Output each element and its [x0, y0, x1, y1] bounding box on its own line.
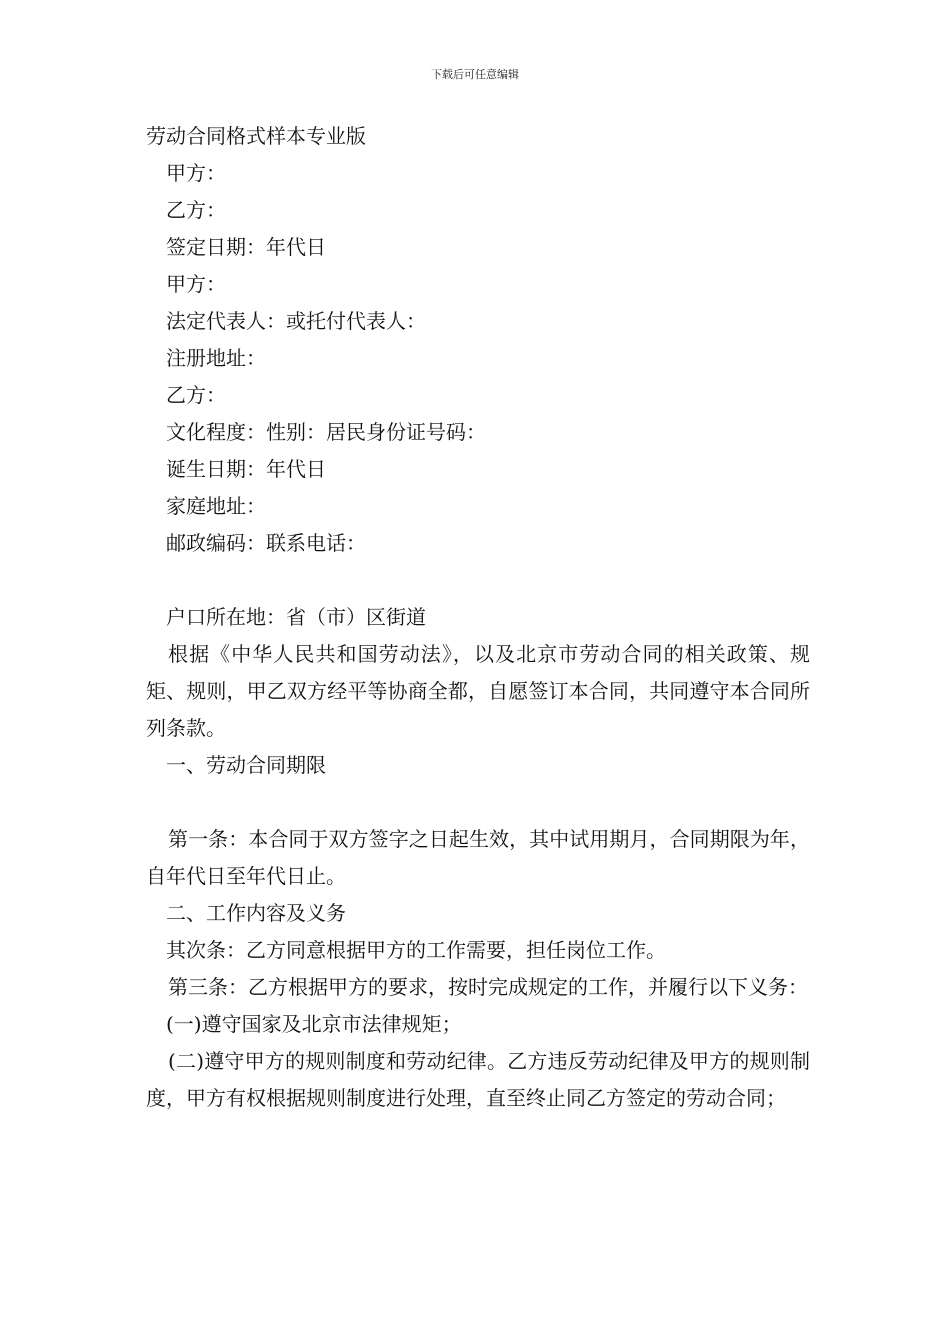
- party-b-label: 乙方：: [166, 383, 226, 407]
- cover-party-a: 甲方：: [166, 161, 226, 185]
- cover-party-b: 乙方：: [166, 198, 226, 222]
- document-title: 劳动合同格式样本专业版: [146, 124, 366, 148]
- education-gender-id: 文化程度：性别：居民身份证号码：: [166, 420, 486, 444]
- birth-date: 诞生日期：年代日: [166, 457, 326, 481]
- spacer: [146, 784, 810, 821]
- spacer: [146, 562, 810, 599]
- obligation-item-2: (二)遵守甲方的规则制度和劳动纪律。乙方违反劳动纪律及甲方的规则制度，甲方有权根据规则制度进行处理，直至终止同乙方签定的劳动合同；: [146, 1049, 810, 1110]
- registered-address: 注册地址：: [166, 346, 266, 370]
- section-1-heading: 一、劳动合同期限: [166, 753, 326, 777]
- article-3: 第三条：乙方根据甲方的要求，按时完成规定的工作，并履行以下义务：: [168, 975, 808, 999]
- legal-representative: 法定代表人：或托付代表人：: [166, 309, 426, 333]
- postal-code-phone: 邮政编码：联系电话：: [166, 531, 366, 555]
- page-header-note: 下载后可任意编辑: [431, 68, 519, 81]
- section-2-heading: 二、工作内容及义务: [166, 901, 346, 925]
- sign-date: 签定日期：年代日: [166, 235, 326, 259]
- article-1: 第一条：本合同于双方签字之日起生效，其中试用期月，合同期限为年，自年代日至年代日止。: [146, 827, 810, 888]
- obligation-item-1: (一)遵守国家及北京市法律规矩；: [166, 1012, 462, 1036]
- article-2: 其次条：乙方同意根据甲方的工作需要，担任岗位工作。: [166, 938, 666, 962]
- contract-body: [146, 118, 810, 1117]
- home-address: 家庭地址：: [166, 494, 266, 518]
- party-a-label: 甲方：: [166, 272, 226, 296]
- preamble-paragraph: 根据《中华人民共和国劳动法》，以及北京市劳动合同的相关政策、规矩、规则，甲乙双方经平等协商全都，自愿签订本合同，共同遵守本合同所列条款。: [146, 642, 810, 740]
- household-registration: 户口所在地：省（市）区街道: [166, 605, 426, 629]
